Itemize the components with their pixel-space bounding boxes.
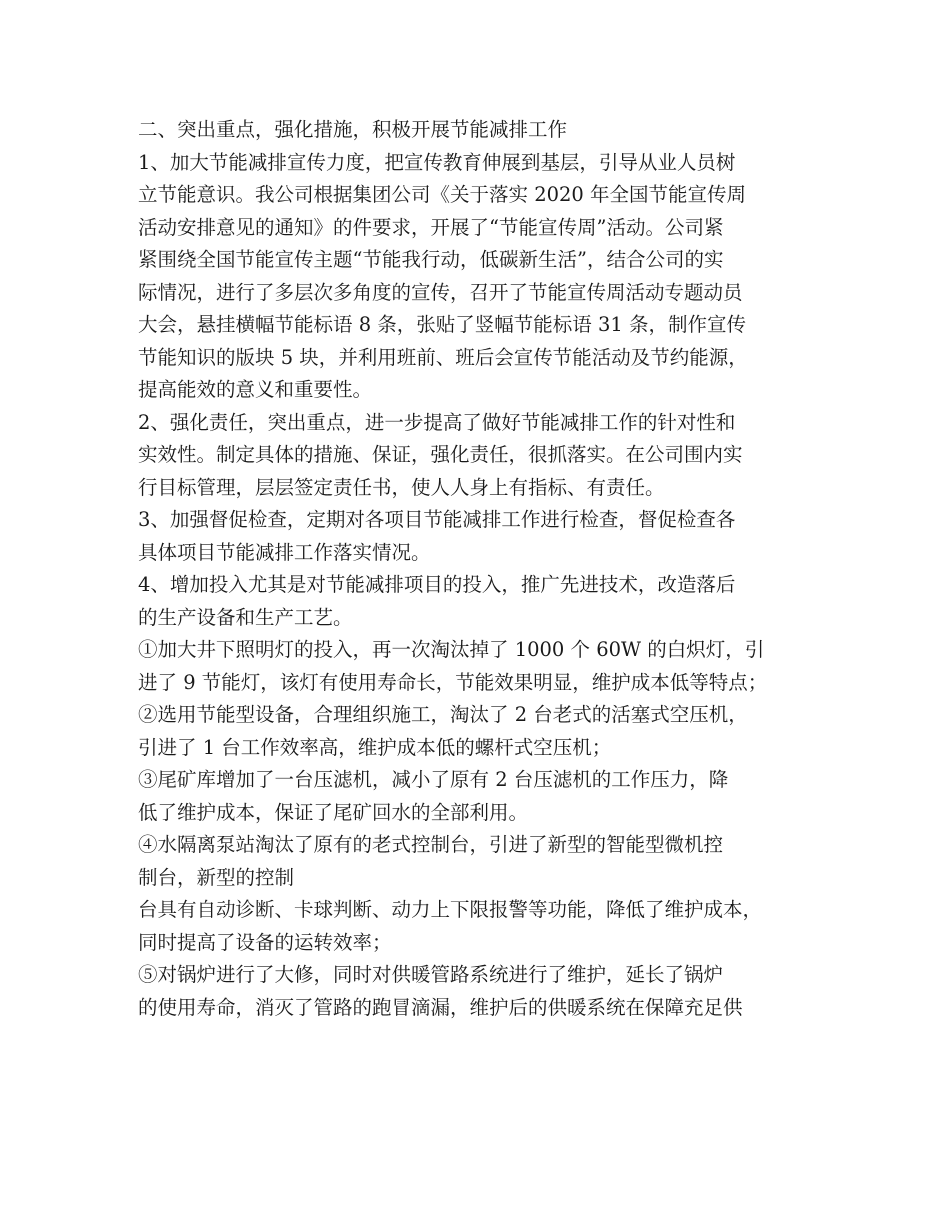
text-line: ②选用节能型设备，合理组织施工，淘汰了 2 台老式的活塞式空压机，: [138, 703, 748, 726]
text-line: 的使用寿命，消灭了管路的跑冒滴漏，维护后的供暖系统在保障充足供: [138, 995, 743, 1019]
text-line: 际情况，进行了多层次多角度的宣传，召开了节能宣传周活动专题动员: [138, 280, 743, 304]
text-line: ③尾矿库增加了一台压滤机，减小了原有 2 台压滤机的工作压力，降: [138, 768, 729, 791]
text-line: 的生产设备和生产工艺。: [138, 605, 353, 629]
document-body: [138, 114, 822, 1024]
text-line: 低了维护成本，保证了尾矿回水的全部利用。: [138, 800, 529, 824]
text-line: 具体项目节能减排工作落实情况。: [138, 540, 431, 564]
text-line: 提高能效的意义和重要性。: [138, 378, 373, 401]
text-line: 活动安排意见的通知》的件要求，开展了“节能宣传周”活动。公司紧: [138, 215, 724, 239]
text-line: ④水隔离泵站淘汰了原有的老式控制台，引进了新型的智能型微机控: [138, 833, 724, 856]
text-line: 台具有自动诊断、卡球判断、动力上下限报警等功能，降低了维护成本，: [138, 898, 763, 921]
text-line: 节能知识的版块 5 块，并利用班前、班后会宣传节能活动及节约能源，: [138, 345, 748, 369]
text-line: 同时提高了设备的运转效率；: [138, 930, 392, 954]
text-line: 大会，悬挂横幅节能标语 8 条，张贴了竖幅节能标语 31 条，制作宣传: [138, 313, 747, 336]
text-line: 实效性。制定具体的措施、保证，强化责任，很抓落实。在公司围内实: [138, 443, 743, 466]
text-line: 4、增加投入尤其是对节能减排项目的投入，推广先进技术，改造落后: [138, 573, 736, 596]
text-line: 引进了 1 台工作效率高，维护成本低的螺杆式空压机；: [138, 735, 612, 759]
text-line: 二、突出重点，强化措施，积极开展节能减排工作: [138, 118, 568, 141]
text-line: ①加大井下照明灯的投入，再一次淘汰掉了 1000 个 60W 的白炽灯，引: [138, 638, 765, 661]
text-line: 2、强化责任，突出重点，进一步提高了做好节能减排工作的针对性和: [138, 410, 736, 434]
text-line: 1、加大节能减排宣传力度，把宣传教育伸展到基层，引导从业人员树: [138, 150, 736, 174]
text-line: 行目标管理，层层签定责任书，使人人身上有指标、有责任。: [138, 475, 665, 499]
text-line: 紧围绕全国节能宣传主题“节能我行动，低碳新生活”，结合公司的实: [138, 248, 724, 271]
text-line: ⑤对锅炉进行了大修，同时对供暖管路系统进行了维护，延长了锅炉: [138, 963, 724, 986]
text-line: 3、加强督促检查，定期对各项目节能减排工作进行检查，督促检查各: [138, 508, 736, 531]
text-line: 进了 9 节能灯，该灯有使用寿命长，节能效果明显，维护成本低等特点；: [138, 670, 768, 694]
text-line: 立节能意识。我公司根据集团公司《关于落实 2020 年全国节能宣传周: [138, 183, 747, 206]
text-line: 制台，新型的控制: [138, 865, 295, 889]
